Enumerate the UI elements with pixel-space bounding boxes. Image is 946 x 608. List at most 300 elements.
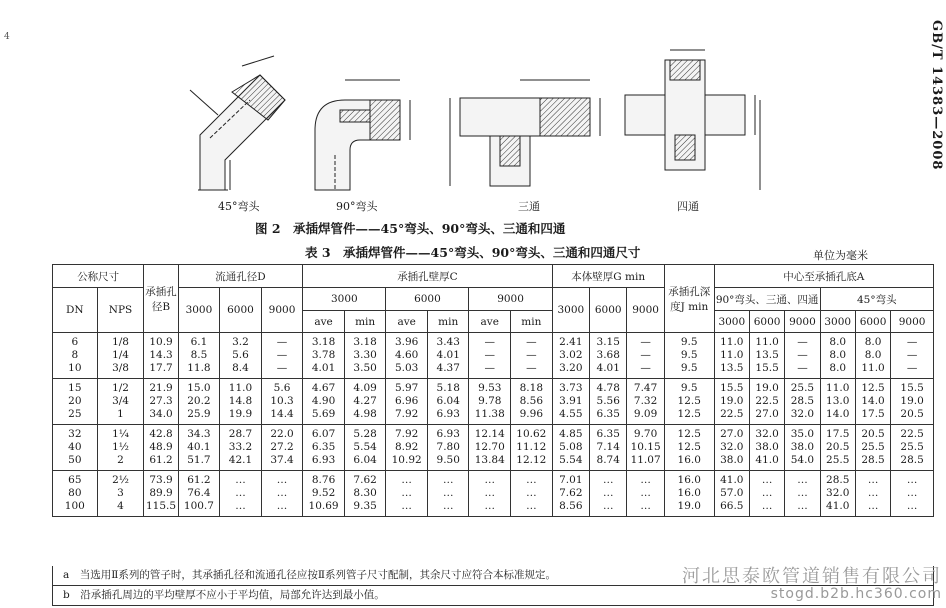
- cell-value: 11.0: [228, 382, 253, 394]
- table-cell-c3m: [344, 425, 386, 471]
- header-a-6000: 6000: [749, 311, 784, 333]
- table-cell-c9m: [511, 425, 553, 471]
- cell-value: 100: [64, 500, 85, 512]
- table-cell-c6m: [427, 471, 469, 517]
- header-a45-3000: 3000: [820, 311, 855, 333]
- cell-value: …: [602, 474, 614, 486]
- cell-value: 11.0: [755, 336, 779, 348]
- cell-value: 42.8: [149, 428, 173, 440]
- cell-value: 5.6: [273, 382, 291, 394]
- cell-value: 8.56: [559, 500, 583, 512]
- cell-value: —: [640, 349, 651, 361]
- table-cell-c9a: [469, 333, 511, 379]
- table-cell-c9a: [469, 379, 511, 425]
- table-cell-a45_6: [855, 425, 890, 471]
- cell-value: 15.5: [755, 362, 779, 374]
- table-cell-g9: [627, 333, 664, 379]
- cell-value: 17.5: [861, 408, 885, 420]
- elbow-45-drawing: [190, 56, 285, 190]
- table-cell-d6: [220, 333, 262, 379]
- cell-value: 11.0: [861, 362, 885, 374]
- cell-value: 32: [68, 428, 82, 440]
- cell-value: 11.07: [630, 454, 661, 466]
- cell-value: 14.8: [228, 395, 253, 407]
- cell-value: 6.07: [311, 428, 336, 440]
- header-g-3000: 3000: [552, 288, 589, 333]
- header-c-9000: 9000: [469, 288, 552, 311]
- table-cell-g9: [627, 379, 664, 425]
- cell-value: …: [235, 474, 246, 486]
- cell-value: —: [484, 362, 495, 374]
- cell-value: 9.50: [436, 454, 460, 466]
- cell-value: 4.37: [436, 362, 460, 374]
- cell-value: …: [797, 474, 808, 486]
- table-title: 表 3 承插焊管件——45°弯头、90°弯头、三通和四通尺寸: [305, 245, 641, 260]
- cell-value: 57.0: [720, 487, 744, 499]
- table-cell-c3a: [303, 333, 345, 379]
- cell-value: —: [906, 362, 918, 374]
- cell-value: …: [276, 500, 288, 512]
- cell-value: 6.96: [394, 395, 419, 407]
- cell-value: 34.3: [187, 428, 211, 440]
- table-cell-c6m: [427, 333, 469, 379]
- table-cell-a90_9: [785, 471, 820, 517]
- table-cell-g6: [590, 425, 627, 471]
- cell-value: 4: [117, 500, 124, 512]
- table-row: [53, 471, 934, 517]
- cell-value: 6.35: [596, 408, 620, 420]
- table-cell-c9m: [511, 471, 553, 517]
- dimensions-table: [52, 264, 934, 517]
- cell-value: 3: [117, 487, 124, 499]
- cell-value: 1½: [112, 441, 129, 453]
- elbow-90-drawing: [315, 80, 410, 190]
- table-cell-c3m: [344, 471, 386, 517]
- table-cell-a45_9: [891, 471, 934, 517]
- cell-value: 1¼: [112, 428, 129, 440]
- cell-value: 3.2: [232, 336, 249, 348]
- cell-value: 25.5: [861, 441, 885, 453]
- cell-value: —: [906, 336, 918, 348]
- cell-value: 10.15: [630, 441, 661, 453]
- cell-value: 25.5: [826, 454, 850, 466]
- header-flow-bore: 流通孔径D: [178, 265, 303, 288]
- cell-value: 14.3: [149, 349, 173, 361]
- cell-value: 27.3: [149, 395, 173, 407]
- table-cell-a45_3: [820, 425, 855, 471]
- cell-value: …: [867, 474, 879, 486]
- cell-value: 4.67: [311, 382, 336, 394]
- table-row: [53, 333, 934, 379]
- cell-value: 20: [68, 395, 82, 407]
- table-cell-a45_9: [891, 333, 934, 379]
- table-cell-g3: [552, 425, 589, 471]
- cross-drawing: [625, 50, 760, 190]
- cell-value: 54.0: [790, 454, 815, 466]
- cell-value: —: [526, 349, 537, 361]
- header-g-9000: 9000: [627, 288, 664, 333]
- cell-value: 40.1: [187, 441, 211, 453]
- cell-value: 10: [68, 362, 82, 374]
- cell-value: 9.70: [633, 428, 658, 440]
- header-a-9000: 9000: [785, 311, 820, 333]
- cell-value: 7.62: [559, 487, 583, 499]
- cell-value: 19.0: [755, 382, 779, 394]
- cell-value: 27.0: [755, 408, 779, 420]
- cell-value: 7.32: [633, 395, 658, 407]
- table-row: [53, 379, 934, 425]
- cell-value: …: [602, 487, 614, 499]
- cell-value: 13.0: [826, 395, 850, 407]
- cell-value: 41.0: [826, 500, 850, 512]
- cell-value: 1: [117, 408, 124, 420]
- cell-value: 22.5: [900, 428, 924, 440]
- cell-value: …: [906, 487, 918, 499]
- table-cell-nps: [97, 425, 144, 471]
- cell-value: 5.03: [394, 362, 419, 374]
- cell-value: 50: [68, 454, 82, 466]
- header-a-3000: 3000: [714, 311, 749, 333]
- header-c-6000: 6000: [386, 288, 469, 311]
- cell-value: 8.5: [190, 349, 208, 361]
- header-d-9000: 9000: [261, 288, 303, 333]
- cell-value: 38.0: [755, 441, 779, 453]
- table-row: [53, 425, 934, 471]
- cell-value: 27.0: [720, 428, 744, 440]
- cell-value: 7.01: [559, 474, 583, 486]
- cell-value: 25.9: [187, 408, 211, 420]
- cell-value: 13.5: [755, 349, 779, 361]
- table-cell-a45_6: [855, 379, 890, 425]
- cell-value: 3.30: [353, 349, 377, 361]
- table-cell-d6: [220, 379, 262, 425]
- header-ave: ave: [386, 311, 428, 333]
- cell-value: 27.2: [270, 441, 294, 453]
- cell-value: 32.0: [826, 487, 850, 499]
- table-cell-g6: [590, 471, 627, 517]
- table-cell-a90_6: [749, 379, 784, 425]
- table-cell-dn: [53, 333, 98, 379]
- header-min: min: [344, 311, 386, 333]
- cell-value: 8.92: [394, 441, 419, 453]
- cell-value: …: [867, 487, 879, 499]
- cell-value: 9.09: [633, 408, 658, 420]
- cell-value: …: [602, 500, 614, 512]
- cell-value: 8.76: [311, 474, 336, 486]
- cell-value: 15.5: [720, 382, 744, 394]
- cell-value: 7.92: [394, 428, 419, 440]
- cell-value: 14.0: [826, 408, 850, 420]
- table-cell-b: [144, 425, 178, 471]
- cell-value: 12.5: [677, 408, 701, 420]
- table-cell-a90_6: [749, 471, 784, 517]
- table-cell-a90_9: [785, 379, 820, 425]
- cell-value: 8.18: [519, 382, 544, 394]
- table-cell-nps: [97, 379, 144, 425]
- cell-value: 25.5: [900, 441, 924, 453]
- cell-value: 4.78: [596, 382, 620, 394]
- cell-value: 5.28: [353, 428, 377, 440]
- cell-value: —: [526, 336, 537, 348]
- cell-value: —: [797, 336, 808, 348]
- table-cell-c6m: [427, 379, 469, 425]
- cell-value: 3.43: [436, 336, 460, 348]
- cell-value: 80: [68, 487, 82, 499]
- table-cell-c9m: [511, 333, 553, 379]
- cell-value: …: [235, 487, 246, 499]
- table-cell-c6a: [386, 379, 428, 425]
- cell-value: …: [442, 500, 454, 512]
- cell-value: 3.18: [311, 336, 336, 348]
- header-socket-wall: 承插孔壁厚C: [303, 265, 552, 288]
- cell-value: …: [401, 500, 412, 512]
- cell-value: 11.8: [187, 362, 211, 374]
- cell-value: 4.01: [311, 362, 336, 374]
- cell-value: 2: [117, 454, 124, 466]
- cell-value: 14.4: [270, 408, 294, 420]
- cell-value: 41.0: [755, 454, 779, 466]
- cell-value: 8.0: [864, 349, 882, 361]
- header-nps: NPS: [97, 288, 144, 333]
- caption-elbow-90: 90°弯头: [336, 200, 378, 213]
- cell-value: 6.35: [311, 441, 336, 453]
- table-cell-a90_3: [714, 425, 749, 471]
- table-cell-b: [144, 379, 178, 425]
- table-cell-g9: [627, 425, 664, 471]
- cell-value: —: [526, 362, 537, 374]
- table-cell-d3: [178, 425, 220, 471]
- cell-value: —: [797, 349, 808, 361]
- table-cell-d3: [178, 379, 220, 425]
- cell-value: 3.15: [596, 336, 620, 348]
- cell-value: 15: [68, 382, 82, 394]
- cell-value: 7.62: [353, 474, 377, 486]
- caption-cross: 四通: [677, 200, 699, 213]
- cell-value: 2.41: [559, 336, 583, 348]
- table-cell-c9a: [469, 425, 511, 471]
- header-socket-depth: 承插孔深度J min: [664, 265, 714, 333]
- table-cell-c3a: [303, 471, 345, 517]
- cell-value: —: [640, 362, 651, 374]
- cell-value: …: [761, 487, 773, 499]
- cell-value: 5.08: [559, 441, 583, 453]
- cell-value: 22.5: [720, 408, 744, 420]
- cell-value: 3.96: [394, 336, 419, 348]
- header-nominal-size: 公称尺寸: [53, 265, 144, 288]
- cell-value: 7.92: [394, 408, 419, 420]
- cell-value: 4.55: [559, 408, 583, 420]
- table-cell-c6a: [386, 425, 428, 471]
- cell-value: 7.47: [633, 382, 658, 394]
- table-cell-a90_3: [714, 379, 749, 425]
- table-cell-g3: [552, 471, 589, 517]
- table-cell-c6a: [386, 471, 428, 517]
- header-elbow45: 45°弯头: [820, 288, 933, 311]
- cell-value: 3.78: [311, 349, 336, 361]
- cell-value: 41.0: [720, 474, 744, 486]
- cell-value: 5.56: [596, 395, 620, 407]
- cell-value: —: [906, 349, 918, 361]
- cell-value: …: [906, 474, 918, 486]
- cell-value: 8.4: [232, 362, 249, 374]
- cell-value: —: [484, 349, 495, 361]
- cell-value: 6.93: [436, 428, 460, 440]
- cell-value: 16.0: [677, 474, 701, 486]
- cell-value: 16.0: [677, 487, 701, 499]
- cell-value: 19.9: [228, 408, 253, 420]
- table-cell-c3m: [344, 379, 386, 425]
- table-cell-a45_3: [820, 379, 855, 425]
- cell-value: 38.0: [720, 454, 744, 466]
- cell-value: 11.38: [474, 408, 505, 420]
- cell-value: 9.5: [680, 336, 698, 348]
- cell-value: 10.69: [308, 500, 339, 512]
- cell-value: 28.5: [900, 454, 924, 466]
- table-cell-a90_6: [749, 425, 784, 471]
- cell-value: —: [797, 362, 808, 374]
- tee-drawing: [450, 80, 600, 186]
- header-min: min: [511, 311, 553, 333]
- cell-value: 11.0: [720, 349, 744, 361]
- cell-value: 5.54: [353, 441, 377, 453]
- cell-value: 42.1: [228, 454, 253, 466]
- cell-value: 10.9: [149, 336, 173, 348]
- cell-value: 3.91: [559, 395, 583, 407]
- header-d-3000: 3000: [178, 288, 220, 333]
- cell-value: …: [640, 500, 651, 512]
- cell-value: 4.85: [559, 428, 583, 440]
- table-cell-a45_6: [855, 333, 890, 379]
- cell-value: 16.0: [677, 454, 701, 466]
- cell-value: 1/4: [112, 349, 129, 361]
- cell-value: 3/4: [112, 395, 129, 407]
- cell-value: 3.18: [353, 336, 377, 348]
- table-cell-nps: [97, 333, 144, 379]
- cell-value: 32.0: [755, 428, 779, 440]
- cell-value: …: [276, 474, 288, 486]
- watermark-company: 河北思泰欧管道销售有限公司: [682, 566, 942, 587]
- cell-value: 61.2: [149, 454, 173, 466]
- cell-value: —: [640, 336, 651, 348]
- header-ave: ave: [469, 311, 511, 333]
- cell-value: 12.5: [677, 395, 701, 407]
- table-cell-d6: [220, 471, 262, 517]
- cell-value: …: [526, 487, 537, 499]
- table-cell-j: [664, 333, 714, 379]
- cell-value: 3.20: [559, 362, 583, 374]
- cell-value: —: [484, 336, 495, 348]
- cell-value: …: [761, 474, 773, 486]
- table-cell-c3m: [344, 333, 386, 379]
- cell-value: —: [276, 349, 288, 361]
- cell-value: 6.93: [311, 454, 336, 466]
- table-cell-g9: [627, 471, 664, 517]
- cell-value: 6.93: [436, 408, 460, 420]
- table-cell-d9: [261, 379, 303, 425]
- cell-value: 6.04: [436, 395, 460, 407]
- cell-value: 11.0: [826, 382, 850, 394]
- cell-value: 21.9: [149, 382, 173, 394]
- header-a45-6000: 6000: [855, 311, 890, 333]
- cell-value: 32.0: [720, 441, 744, 453]
- cell-value: 89.9: [149, 487, 173, 499]
- cell-value: 61.2: [187, 474, 211, 486]
- cell-value: 10.62: [516, 428, 547, 440]
- header-min: min: [427, 311, 469, 333]
- cell-value: 5.97: [394, 382, 419, 394]
- table-cell-c3a: [303, 379, 345, 425]
- table-cell-g6: [590, 333, 627, 379]
- cell-value: 32.0: [790, 408, 815, 420]
- cell-value: 9.78: [478, 395, 502, 407]
- cell-value: 28.5: [826, 474, 850, 486]
- cell-value: 5.6: [232, 349, 249, 361]
- cell-value: 9.5: [680, 362, 698, 374]
- cell-value: 4.60: [394, 349, 419, 361]
- cell-value: 13.84: [474, 454, 505, 466]
- footnote-a: a 当选用Ⅱ系列的管子时，其承插孔径和流通孔径应按Ⅱ系列管子尺寸配制，其余尺寸应符合本标准规定。: [52, 566, 934, 586]
- footnote-b: b 沿承插孔周边的平均壁厚不应小于平均值，局部允许达到最小值。: [52, 586, 934, 606]
- cell-value: 8.0: [864, 336, 882, 348]
- page-number: 4: [4, 32, 10, 42]
- cell-value: …: [484, 487, 495, 499]
- unit-note: 单位为毫米: [813, 249, 868, 262]
- cell-value: …: [797, 487, 808, 499]
- cell-value: 12.12: [516, 454, 547, 466]
- cell-value: 17.7: [149, 362, 173, 374]
- cell-value: 9.53: [478, 382, 502, 394]
- cell-value: 12.14: [474, 428, 505, 440]
- cell-value: …: [442, 487, 454, 499]
- cell-value: 3.50: [353, 362, 377, 374]
- cell-value: 6.35: [596, 428, 620, 440]
- table-cell-d9: [261, 333, 303, 379]
- cell-value: 25.5: [790, 382, 815, 394]
- table-cell-d6: [220, 425, 262, 471]
- cell-value: 115.5: [145, 500, 177, 512]
- cell-value: 2½: [112, 474, 129, 486]
- table-cell-c3a: [303, 425, 345, 471]
- cell-value: 3.68: [596, 349, 620, 361]
- cell-value: 20.5: [900, 408, 924, 420]
- cell-value: 51.7: [187, 454, 211, 466]
- cell-value: —: [276, 336, 288, 348]
- header-body-wall: 本体壁厚G min: [552, 265, 664, 288]
- header-elbow90-tee-cross: 90°弯头、三通、四通: [714, 288, 820, 311]
- cell-value: …: [640, 487, 651, 499]
- cell-value: …: [867, 500, 879, 512]
- table-cell-b: [144, 471, 178, 517]
- cell-value: 22.0: [270, 428, 294, 440]
- cell-value: 4.90: [311, 395, 336, 407]
- cell-value: 9.96: [519, 408, 544, 420]
- table-cell-j: [664, 379, 714, 425]
- cell-value: 4.01: [596, 362, 620, 374]
- header-ave: ave: [303, 311, 345, 333]
- cell-value: 38.0: [790, 441, 815, 453]
- cell-value: 37.4: [270, 454, 294, 466]
- cell-value: …: [484, 474, 495, 486]
- cell-value: …: [906, 500, 918, 512]
- cell-value: 5.18: [436, 382, 460, 394]
- cell-value: 3/8: [112, 362, 129, 374]
- header-d-6000: 6000: [220, 288, 262, 333]
- cell-value: 3.02: [559, 349, 583, 361]
- caption-elbow-45: 45°弯头: [218, 200, 260, 213]
- caption-tee: 三通: [518, 200, 540, 213]
- cell-value: 13.5: [720, 362, 744, 374]
- header-g-6000: 6000: [590, 288, 627, 333]
